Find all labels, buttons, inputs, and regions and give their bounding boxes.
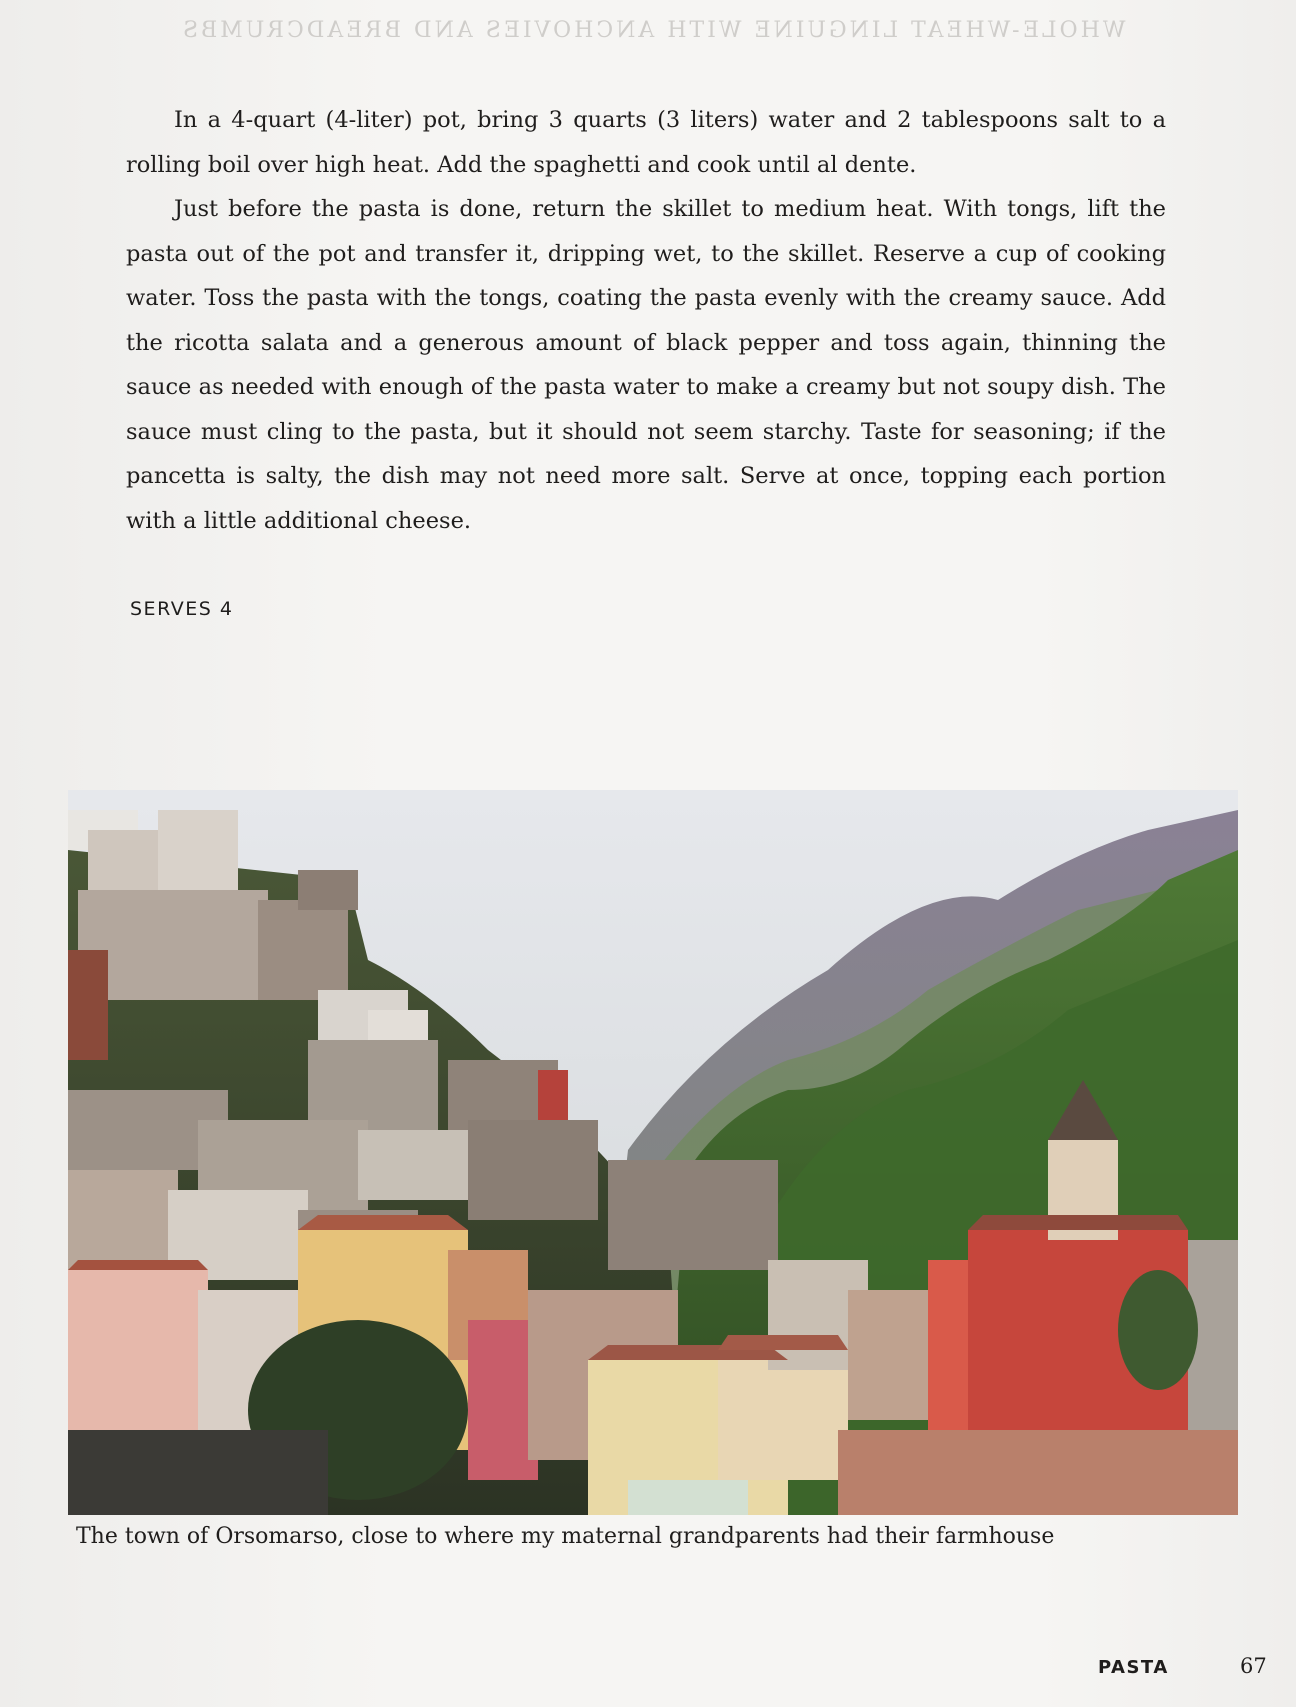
bleed-through-header: WHOLE-WHEAT LINGUINE WITH ANCHOVIES AND BREADCRUMBS xyxy=(180,18,1126,43)
photo-caption: The town of Orsomarso, close to where my maternal grandparents had their farmhouse xyxy=(76,1524,1055,1549)
page-number: 67 xyxy=(1240,1654,1267,1678)
serves-label: SERVES 4 xyxy=(130,598,234,620)
recipe-text xyxy=(126,98,1166,543)
paragraph-boil: In a 4-quart (4-liter) pot, bring 3 quarts (3 liters) water and 2 tablespoons salt to a rolling boil over high heat. Add the spaghetti and cook until al dente. xyxy=(126,107,1166,178)
town-photo xyxy=(68,790,1238,1515)
running-footer-section: PASTA xyxy=(1098,1657,1169,1678)
orsomarso-landscape xyxy=(68,790,1238,1515)
paragraph-toss: Just before the pasta is done, return the skillet to medium heat. With tongs, lift the pasta out of the pot and transfer it, dripping wet, to the skillet. Reserve a cup of cooking water. Toss the pasta with the tongs, coating the pasta evenly with the creamy sauce. Add the ricotta salata and a generous amount of black pepper and toss again, thinning the sauce as needed with enough of the pasta water to make a creamy but not soupy dish. The sauce must cling to the pasta, but it should not seem starchy. Taste for seasoning; if the pancetta is salty, the dish may not need more salt. Serve at once, topping each portion with a little additional cheese. xyxy=(126,196,1166,534)
